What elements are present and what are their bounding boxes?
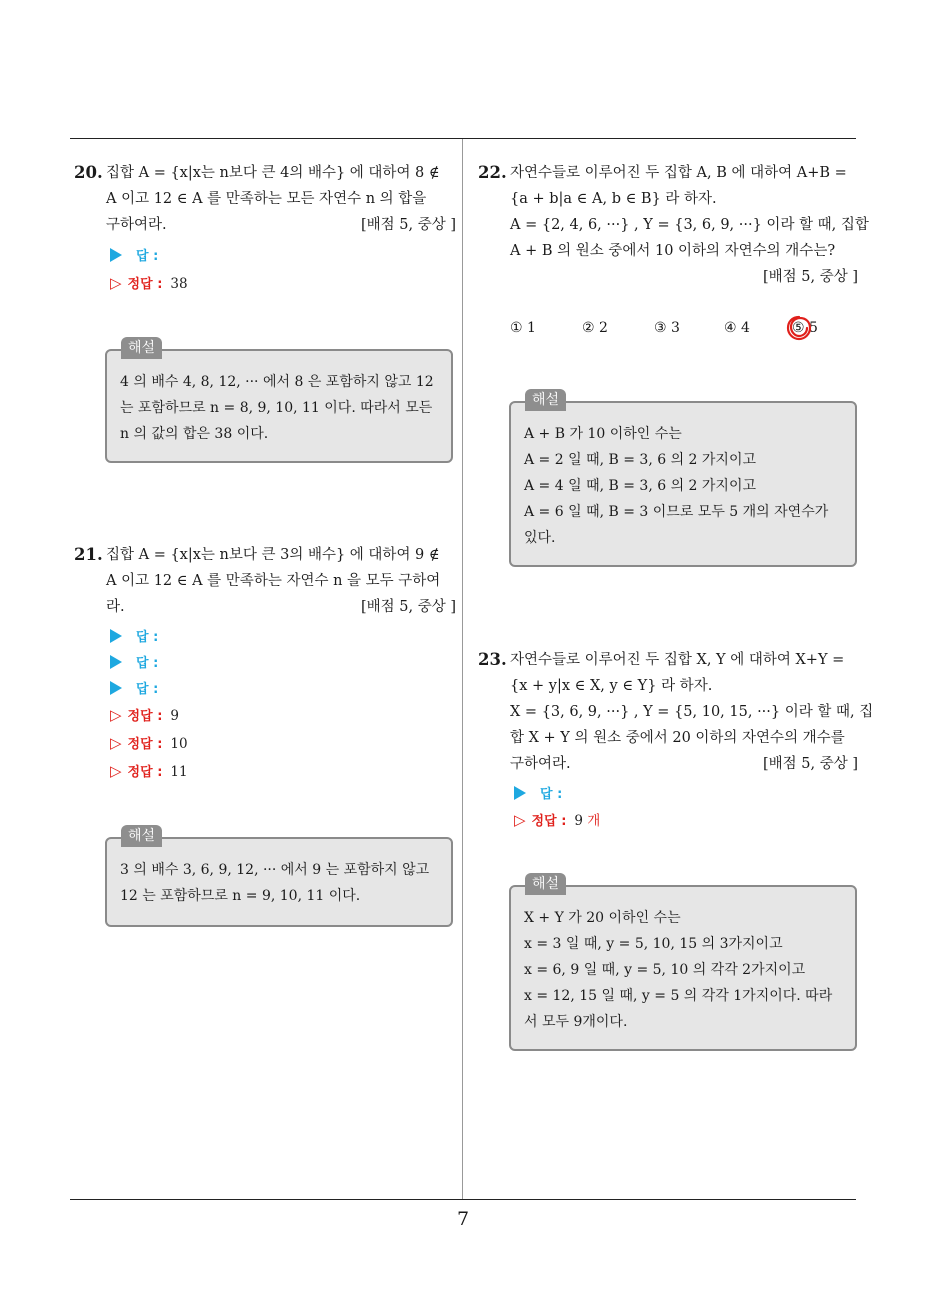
problem-number: 23.: [478, 650, 507, 669]
difficulty-meta: [배점 5, 중상 ]: [360, 217, 456, 233]
choice-3[interactable]: ③ 3: [654, 320, 680, 336]
triangle-outline-icon: ▷: [110, 762, 122, 780]
explanation-line: 12 는 포함하므로 n = 9, 10, 11 이다.: [120, 888, 361, 904]
problem-text: [478, 647, 874, 777]
triangle-outline-icon: ▷: [110, 734, 122, 752]
explanation-box: [509, 876, 857, 1051]
explanation-tag: 해설: [121, 337, 162, 359]
play-icon: [110, 655, 122, 669]
correct-answer-row: [110, 705, 179, 724]
choices: [510, 320, 850, 344]
problem-line: 구하여라.: [106, 217, 167, 233]
problem-line: A 이고 12 ∈ A 를 만족하는 모든 자연수 n 의 합을: [106, 191, 427, 207]
problem-line: X = {3, 6, 9, ···} , Y = {5, 10, 15, ···} 이라 할 때, 집: [510, 704, 874, 720]
explanation-tag: 해설: [525, 873, 566, 895]
problem-line: {x + y|x ∈ X, y ∈ Y} 라 하자.: [510, 678, 713, 694]
explanation-line: A = 6 일 때, B = 3 이므로 모두 5 개의 자연수가: [524, 504, 829, 520]
problem-line: {a + b|a ∈ A, b ∈ B} 라 하자.: [510, 191, 717, 207]
problem-line: 구하여라.: [510, 756, 571, 772]
problem-text: [478, 160, 869, 290]
problem-number: 20.: [74, 163, 103, 182]
correct-label: 정답 :: [127, 277, 163, 292]
problem-line: 집합 A = {x|x는 n보다 큰 3의 배수} 에 대하여 9 ∉: [106, 547, 440, 563]
problem-21: [74, 542, 456, 620]
explanation-line: x = 3 일 때, y = 5, 10, 15 의 3가지이고: [524, 936, 783, 952]
correct-answer-row: [514, 809, 600, 829]
explanation-line: n 의 값의 합은 38 이다.: [120, 426, 269, 442]
problem-number: 21.: [74, 545, 103, 564]
choice-4[interactable]: ④ 4: [724, 320, 750, 336]
problem-number: 22.: [478, 163, 507, 182]
correct-label: 정답 :: [127, 765, 163, 780]
answer-label: 답 :: [136, 249, 159, 264]
correct-answer-row: [110, 733, 188, 752]
problem-line: 라.: [106, 599, 125, 615]
correct-value: 11: [170, 764, 188, 780]
explanation-box: [105, 828, 453, 927]
choice-2[interactable]: ② 2: [582, 320, 608, 336]
answer-label: 답 :: [540, 787, 563, 802]
explanation-line: x = 6, 9 일 때, y = 5, 10 의 각각 2가지이고: [524, 962, 806, 978]
problem-line: A + B 의 원소 중에서 10 이하의 자연수의 개수는?: [510, 243, 836, 259]
answer-label: 답 :: [136, 630, 159, 645]
correct-answer-row: [110, 273, 188, 292]
problem-text: [74, 542, 456, 620]
difficulty-meta: [배점 5, 중상 ]: [762, 756, 858, 772]
problem-23: [478, 647, 874, 777]
bottom-rule: [70, 1199, 856, 1200]
difficulty-meta: [배점 5, 중상 ]: [762, 269, 858, 285]
correct-value: 9: [170, 708, 179, 724]
problem-text: [74, 160, 456, 238]
explanation-line: A = 2 일 때, B = 3, 6 의 2 가지이고: [524, 452, 757, 468]
choice-1[interactable]: ① 1: [510, 320, 536, 336]
answer-label: 답 :: [136, 656, 159, 671]
triangle-outline-icon: ▷: [514, 811, 526, 829]
problem-line: A = {2, 4, 6, ···} , Y = {3, 6, 9, ···} 이라 할 때, 집합: [510, 217, 869, 233]
answer-row[interactable]: [110, 678, 158, 697]
answer-row[interactable]: [110, 652, 158, 671]
explanation-line: 있다.: [524, 530, 556, 546]
problem-line: 합 X + Y 의 원소 중에서 20 이하의 자연수의 개수를: [510, 730, 845, 746]
problem-20: [74, 160, 456, 238]
difficulty-meta: [배점 5, 중상 ]: [360, 599, 456, 615]
explanation-line: 3 의 배수 3, 6, 9, 12, ··· 에서 9 는 포함하지 않고: [120, 862, 430, 878]
correct-value: 9: [574, 813, 583, 829]
explanation-box: [509, 392, 857, 567]
correct-label: 정답 :: [127, 709, 163, 724]
triangle-outline-icon: ▷: [110, 274, 122, 292]
selected-circle-mark: [786, 315, 812, 341]
problem-line: 자연수들로 이루어진 두 집합 A, B 에 대하여 A+B =: [510, 165, 847, 181]
answer-row[interactable]: [110, 626, 158, 645]
answer-row[interactable]: [110, 245, 158, 264]
explanation-line: A = 4 일 때, B = 3, 6 의 2 가지이고: [524, 478, 757, 494]
explanation-line: A + B 가 10 이하인 수는: [524, 426, 682, 442]
explanation-line: 서 모두 9개이다.: [524, 1014, 628, 1030]
triangle-outline-icon: ▷: [110, 706, 122, 724]
problem-line: 집합 A = {x|x는 n보다 큰 4의 배수} 에 대하여 8 ∉: [106, 165, 440, 181]
correct-label: 정답 :: [531, 814, 567, 829]
answer-row[interactable]: [514, 783, 562, 802]
explanation-line: X + Y 가 20 이하인 수는: [524, 910, 681, 926]
explanation-line: 4 의 배수 4, 8, 12, ··· 에서 8 은 포함하지 않고 12: [120, 374, 434, 390]
play-icon: [110, 629, 122, 643]
correct-answer-row: [110, 761, 188, 780]
answer-label: 답 :: [136, 682, 159, 697]
play-icon: [110, 681, 122, 695]
top-rule: [70, 138, 856, 139]
explanation-box: [105, 340, 453, 463]
choice-5[interactable]: ⑤ 5: [792, 320, 818, 336]
correct-unit: 개: [587, 813, 601, 829]
problem-line: 자연수들로 이루어진 두 집합 X, Y 에 대하여 X+Y =: [510, 652, 845, 668]
play-icon: [514, 786, 526, 800]
problem-line: A 이고 12 ∈ A 를 만족하는 자연수 n 을 모두 구하여: [106, 573, 441, 589]
page-number: 7: [456, 1208, 470, 1230]
explanation-tag: 해설: [525, 389, 566, 411]
play-icon: [110, 248, 122, 262]
explanation-line: 는 포함하므로 n = 8, 9, 10, 11 이다. 따라서 모든: [120, 400, 433, 416]
problem-22: [478, 160, 869, 290]
explanation-tag: 해설: [121, 825, 162, 847]
correct-label: 정답 :: [127, 737, 163, 752]
column-divider: [462, 139, 463, 1199]
correct-value: 38: [170, 276, 188, 292]
problem-line-last: [106, 212, 456, 238]
explanation-line: x = 12, 15 일 때, y = 5 의 각각 1가지이다. 따라: [524, 988, 833, 1004]
problem-line-last: [510, 751, 858, 777]
problem-line-last: [106, 594, 456, 620]
correct-value: 10: [170, 736, 188, 752]
